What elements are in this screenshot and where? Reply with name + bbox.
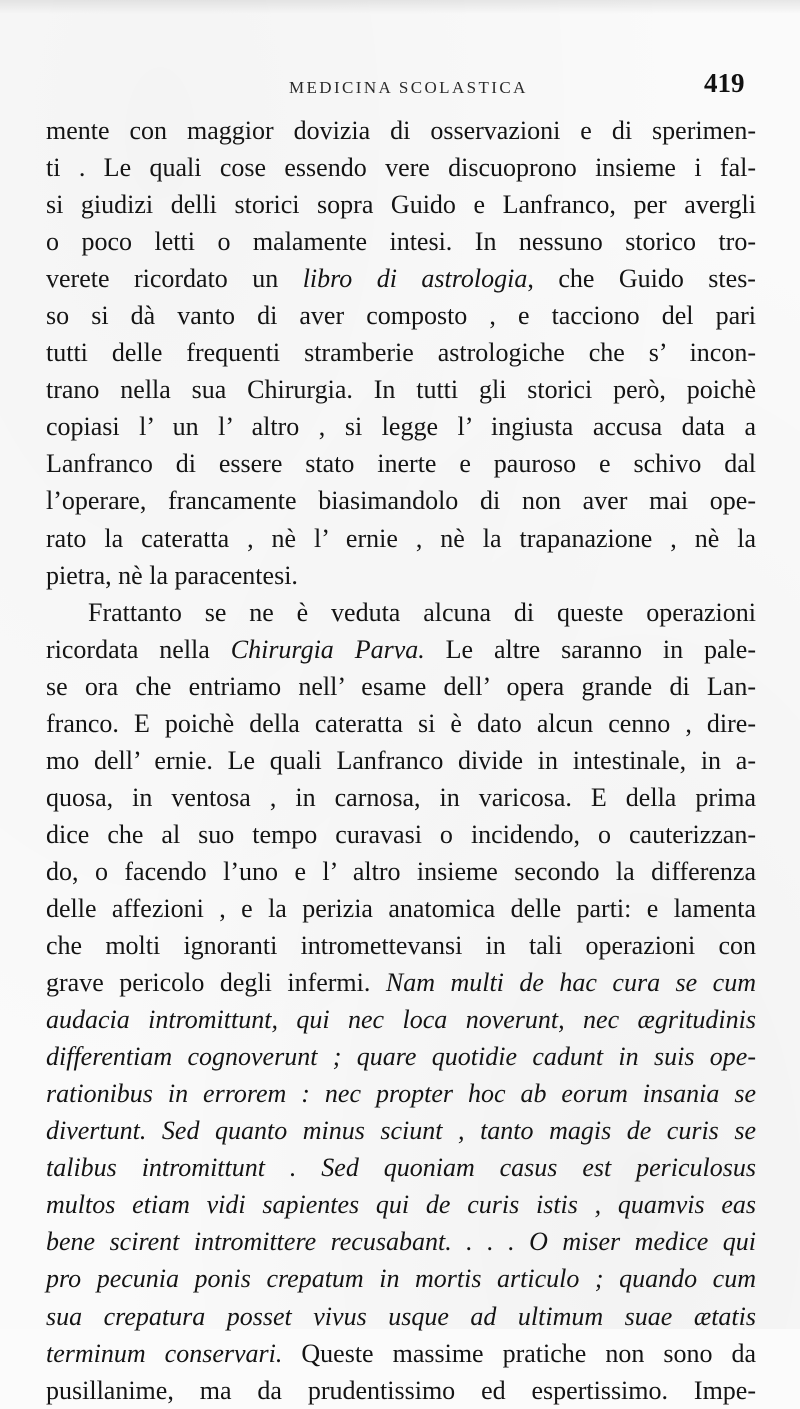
text-run: , che Guido stes- [527,264,756,294]
italic-text-run: pro pecunia ponis crepatum in mortis articulo ; quando cum [46,1264,756,1294]
text-run: mo dell’ ernie. Le quali Lanfranco divide in intestinale, in a- [46,745,756,775]
text-run: verete ricordato un [46,264,303,294]
text-line [46,297,756,334]
italic-text-run: audacia intromittunt, qui nec loca noverunt, nec ægritudinis [46,1005,756,1035]
text-run: ricordata nella [46,634,231,664]
text-line [46,1001,756,1038]
text-run: mente con maggior dovizia di osservazioni e di sperimen- [46,116,756,145]
text-line [46,1372,756,1409]
text-run: o poco letti o malamente intesi. In nessuno storico tro- [46,227,756,257]
text-line [46,223,756,260]
text-line [46,1186,756,1223]
text-line [46,371,756,408]
text-line [46,1038,756,1075]
italic-text-run: talibus intromittunt . Sed quoniam casus est periculosus [46,1153,756,1183]
italic-text-run: libro di astrologia [302,264,528,294]
text-line [46,668,756,705]
text-run: pusillanime, ma da prudentissimo ed espertissimo. Impe- [46,1375,756,1405]
italic-text-run: sua crepatura posset vivus usque ad ultimum suae ætatis [46,1301,756,1331]
text-run: si giudizi delli storici sopra Guido e Lanfranco, per avergli [46,190,756,220]
text-line [46,149,756,186]
text-run: Le altre saranno in pale- [424,634,756,664]
text-run: tutti delle frequenti stramberie astrologiche che s’ incon- [46,338,756,368]
running-header [0,68,800,106]
text-line [46,1112,756,1149]
text-run: trano nella sua Chirurgia. In tutti gli storici però, poichè [46,375,756,405]
italic-text-run: differentiam cognoverunt ; quare quotidie cadunt in suis ope- [46,1042,756,1072]
text-line [46,890,756,927]
text-line [46,1260,756,1297]
italic-text-run: Chirurgia Parva. [230,634,425,664]
text-line [46,520,756,557]
italic-text-run: divertunt. Sed quanto minus sciunt , tanto magis de curis se [46,1116,756,1146]
running-title: MEDICINA SCOLASTICA [289,78,528,97]
italic-text-run: bene scirent intromittere recusabant. . . . O miser medice qui [46,1227,756,1257]
text-line [46,482,756,519]
text-line [46,1335,756,1372]
text-run: rato la cateratta , nè l’ ernie , nè la trapanazione , nè la [46,523,756,553]
text-line [46,779,756,816]
text-run: che molti ignoranti intromettevansi in tali operazioni con [46,931,756,961]
text-run: quosa, in ventosa , in carnosa, in varicosa. E della prima [46,782,756,812]
text-line [46,186,756,223]
text-line [46,631,756,668]
text-line [46,705,756,742]
text-run: so si dà vanto di aver composto , e tacciono del pari [46,301,756,331]
text-line [46,408,756,445]
body-text [46,112,756,1409]
page-number: 419 [704,68,745,98]
italic-text-run: Nam multi de hac cura se cum [385,968,756,998]
text-run: grave pericolo degli infermi. [46,968,386,998]
text-line [46,112,756,149]
text-run: se ora che entriamo nell’ esame dell’ opera grande di Lan- [46,671,756,701]
text-line [46,445,756,482]
text-run: pietra, nè la paracentesi. [46,560,298,590]
text-line [46,1075,756,1112]
text-line [46,742,756,779]
text-line [46,594,756,631]
page-top-edge-shadow [0,0,800,14]
text-run: delle affezioni , e la perizia anatomica delle parti: e lamenta [46,893,756,923]
text-run: do, o facendo l’uno e l’ altro insieme secondo la differenza [46,856,756,886]
text-run: Frattanto se ne è veduta alcuna di queste operazioni [88,597,756,627]
text-run: l’operare, francamente biasimandolo di non aver mai ope- [46,486,756,516]
text-line [46,816,756,853]
italic-text-run: rationibus in errorem : nec propter hoc ab eorum insania se [46,1079,756,1109]
italic-text-run: multos etiam vidi sapientes qui de curis istis , quamvis eas [46,1190,756,1220]
text-line [46,964,756,1001]
text-run: franco. E poichè della cateratta si è dato alcun cenno , dire- [46,708,756,738]
text-run: Queste massime pratiche non sono da [282,1338,756,1368]
text-run: copiasi l’ un l’ altro , si legge l’ ingiusta accusa data a [46,412,756,442]
text-line [46,260,756,297]
text-line [46,1149,756,1186]
text-line [46,334,756,371]
text-line [46,927,756,964]
text-line [46,557,756,594]
text-run: dice che al suo tempo curavasi o incidendo, o cauterizzan- [46,819,756,849]
italic-text-run: terminum conservari. [46,1338,283,1368]
text-run: Lanfranco di essere stato inerte e pauroso e schivo dal [46,449,756,479]
text-run: ti . Le quali cose essendo vere discuoprono insieme i fal- [46,153,756,183]
text-line [46,1223,756,1260]
text-line [46,853,756,890]
